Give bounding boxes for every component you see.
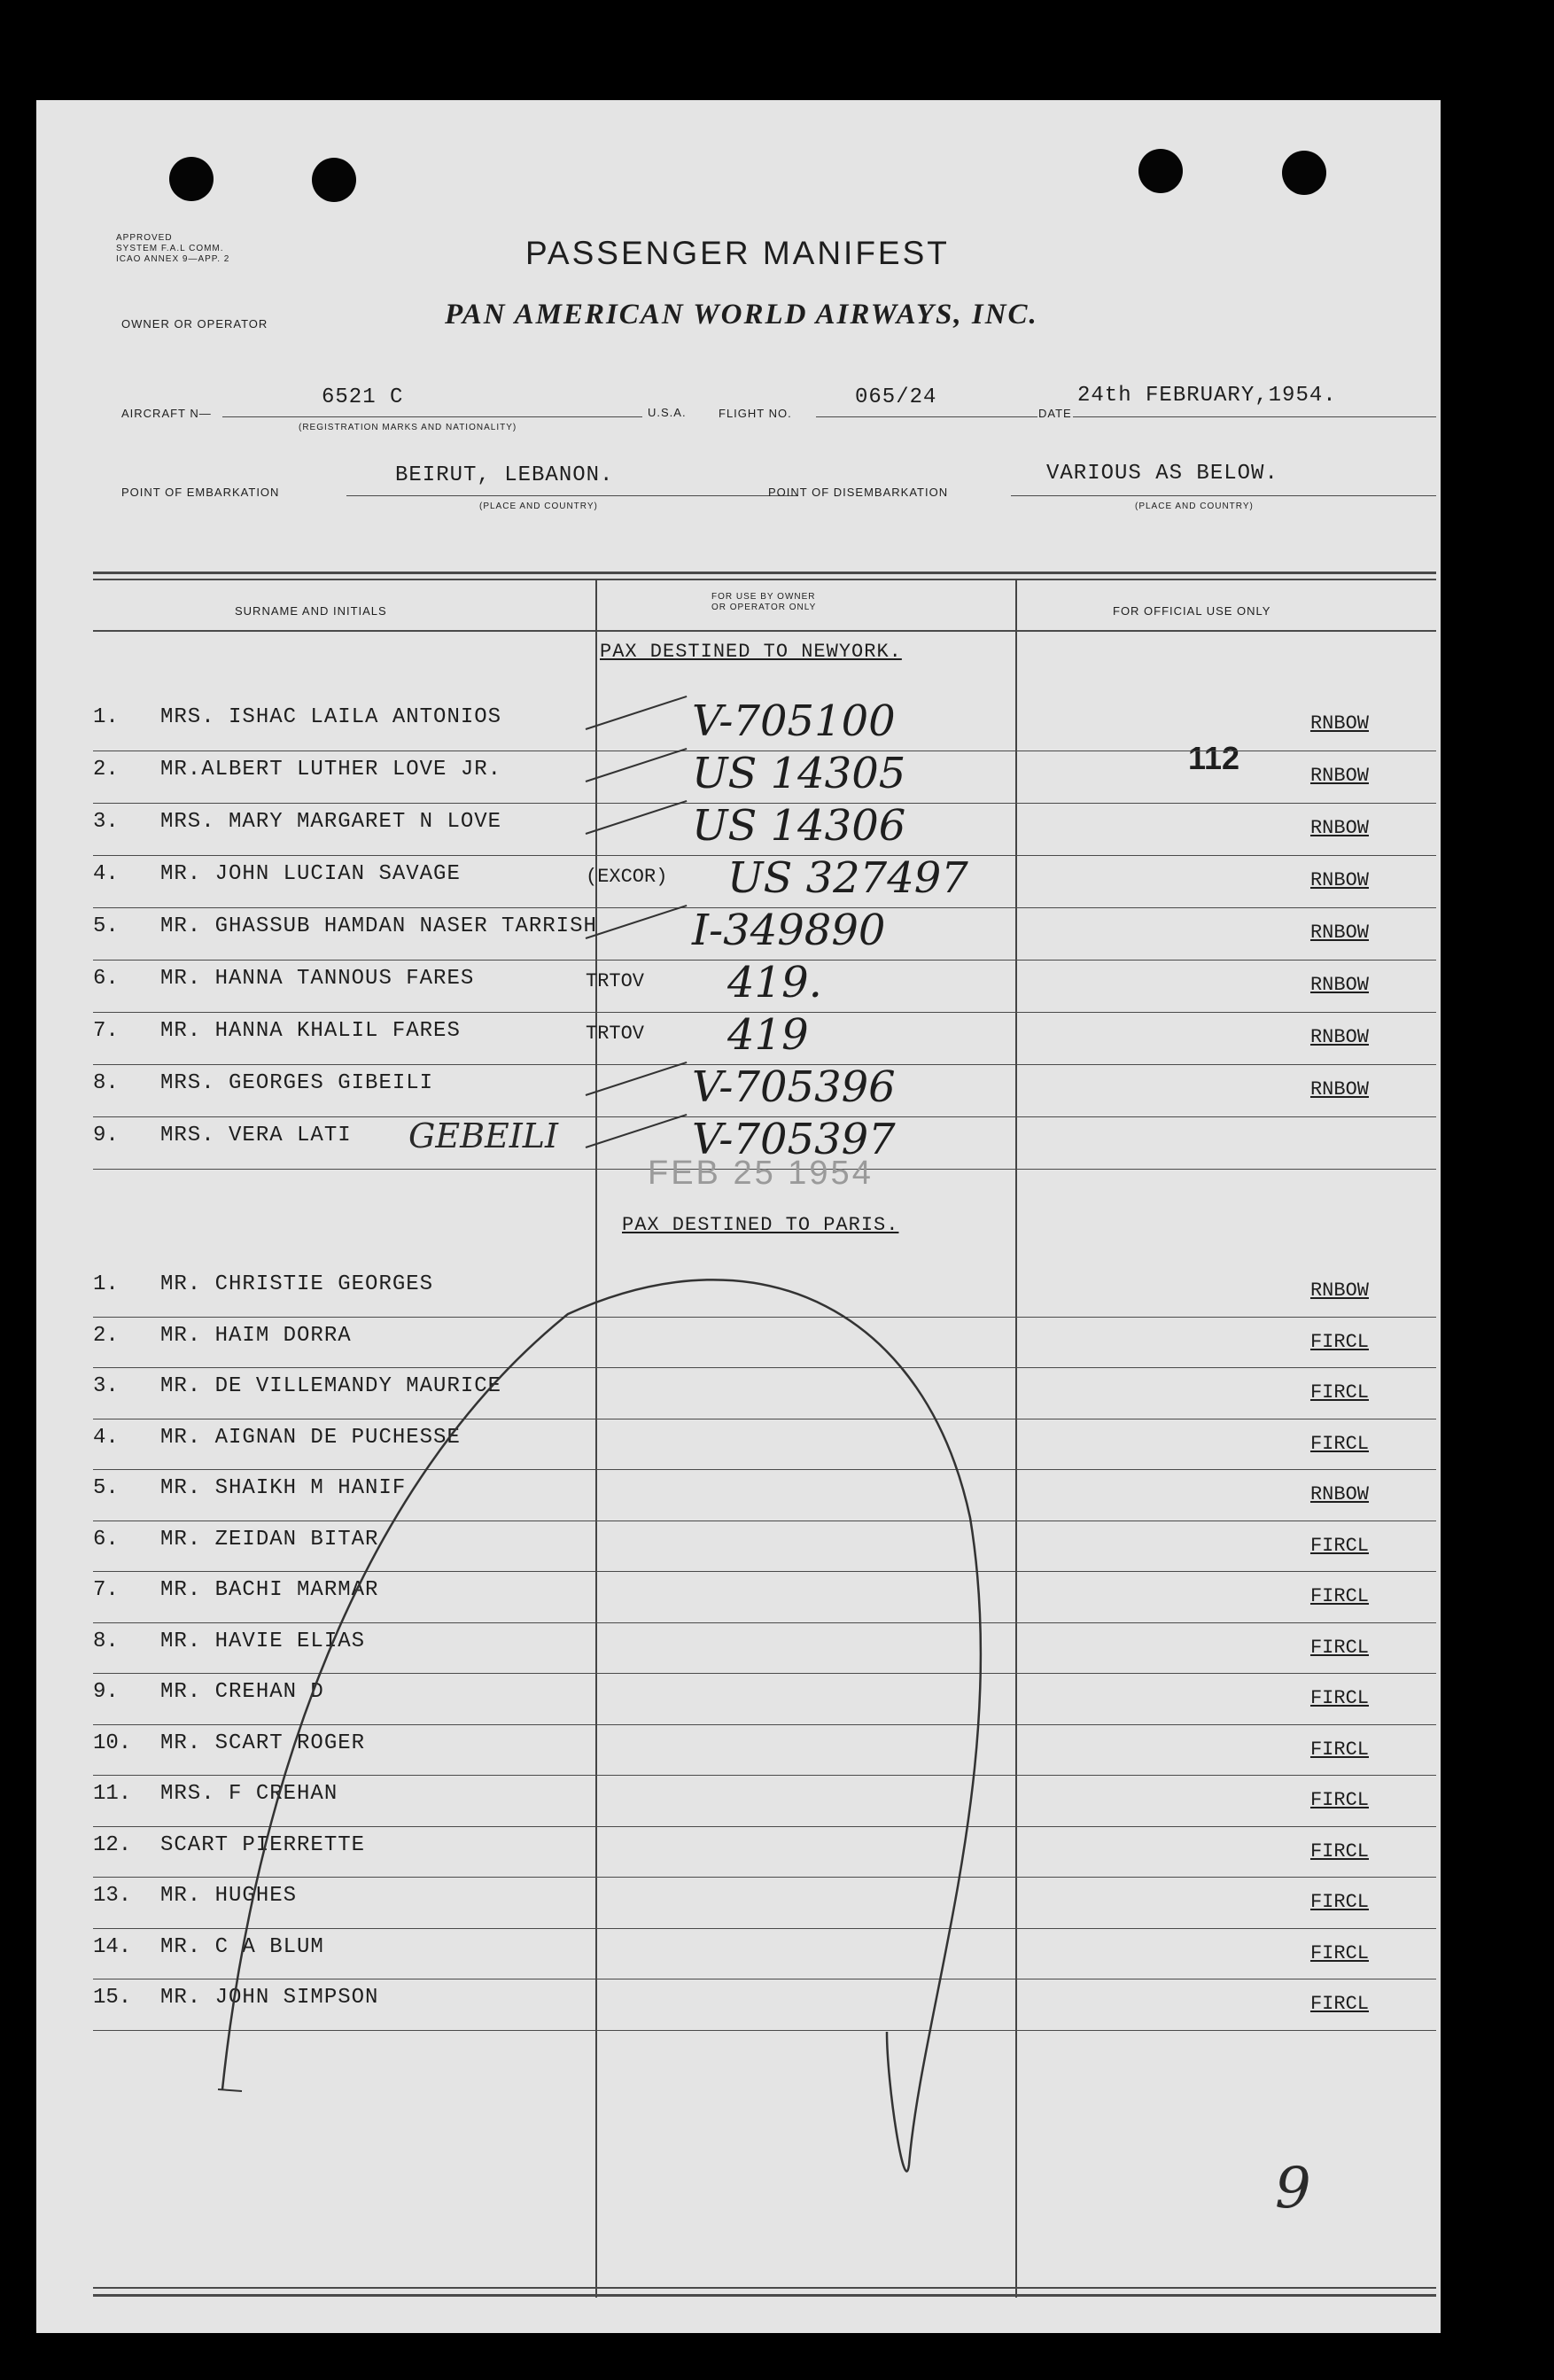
passenger-name: MR. ZEIDAN BITAR (160, 1527, 379, 1552)
passenger-name: SCART PIERRETTE (160, 1832, 366, 1857)
handwritten-surname: GEBEILI (408, 1116, 559, 1155)
routing-code: FIRCL (1309, 1585, 1369, 1607)
disembarkation-caption: (PLACE AND COUNTRY) (1135, 502, 1254, 511)
official-note: 112 (1188, 740, 1240, 776)
routing-code: FIRCL (1309, 1381, 1369, 1404)
column-header-operator-1: FOR USE BY OWNER (711, 592, 816, 602)
passport-number: 419 (727, 1010, 809, 1060)
passenger-name: MR. C A BLUM (160, 1934, 324, 1959)
routing-code: RNBOW (1309, 1483, 1369, 1505)
row-number: 2. (93, 758, 119, 782)
row-number: 14. (93, 1934, 132, 1959)
row-number: 11. (93, 1782, 132, 1806)
passenger-name: MR. HANNA TANNOUS FARES (160, 967, 475, 991)
passenger-name: MR. CHRISTIE GEORGES (160, 1272, 434, 1296)
aircraft-label: AIRCRAFT N— (121, 407, 212, 420)
disembarkation-value: VARIOUS AS BELOW. (1046, 462, 1278, 486)
row-number: 4. (93, 1425, 119, 1450)
operator-prefix: TRTOV (586, 1023, 645, 1045)
date-label: DATE (1038, 407, 1072, 420)
approval-line-3: ICAO ANNEX 9—APP. 2 (116, 254, 230, 264)
row-number: 8. (93, 1071, 119, 1095)
embarkation-caption: (PLACE AND COUNTRY) (479, 502, 598, 511)
passenger-name: MR. HAIM DORRA (160, 1323, 352, 1348)
passenger-name: MR. SCART ROGER (160, 1731, 366, 1755)
flight-label: FLIGHT NO. (719, 407, 792, 420)
routing-code: RNBOW (1309, 712, 1369, 735)
row-number: 6. (93, 1527, 119, 1552)
flight-value: 065/24 (855, 385, 937, 409)
row-number: 2. (93, 1323, 119, 1348)
routing-code: FIRCL (1309, 1636, 1369, 1659)
row-number: 8. (93, 1629, 119, 1653)
approval-line-1: APPROVED (116, 233, 173, 243)
embarkation-value: BEIRUT, LEBANON. (395, 463, 614, 487)
passenger-name: MRS. F CREHAN (160, 1782, 338, 1806)
passenger-name: MR. JOHN SIMPSON (160, 1986, 379, 2010)
passport-number: V-705397 (692, 1115, 896, 1164)
routing-code: FIRCL (1309, 1941, 1369, 1964)
date-value: 24th FEBRUARY,1954. (1077, 384, 1337, 408)
section-heading-newyork: PAX DESTINED TO NEWYORK. (600, 641, 902, 663)
airline-name: PAN AMERICAN WORLD AIRWAYS, INC. (445, 299, 1038, 331)
column-header-operator-2: OR OPERATOR ONLY (711, 603, 817, 612)
registration-caption: (REGISTRATION MARKS AND NATIONALITY) (299, 423, 517, 432)
routing-code: FIRCL (1309, 1534, 1369, 1557)
passenger-name: MR. SHAIKH M HANIF (160, 1476, 407, 1500)
row-number: 4. (93, 862, 119, 886)
row-number: 1. (93, 1272, 119, 1296)
aircraft-value: 6521 C (322, 385, 404, 409)
row-number: 3. (93, 810, 119, 834)
passenger-name: MR. JOHN LUCIAN SAVAGE (160, 862, 461, 886)
passport-number: V-705396 (692, 1062, 896, 1112)
routing-code: RNBOW (1309, 765, 1369, 787)
passenger-name: MRS. ISHAC LAILA ANTONIOS (160, 705, 502, 729)
routing-code: FIRCL (1309, 1432, 1369, 1455)
page-number-mark: 9 (1275, 2156, 1311, 2221)
passenger-name: MR. HAVIE ELIAS (160, 1629, 366, 1653)
routing-code: RNBOW (1309, 869, 1369, 891)
row-number: 7. (93, 1578, 119, 1602)
passport-number: I-349890 (692, 906, 886, 955)
manifest-sheet (36, 100, 1441, 2333)
row-number: 1. (93, 705, 119, 729)
routing-code: RNBOW (1309, 1279, 1369, 1302)
row-number: 13. (93, 1884, 132, 1908)
approval-line-2: SYSTEM F.A.L COMM. (116, 244, 224, 253)
row-number: 3. (93, 1374, 119, 1398)
routing-code: FIRCL (1309, 1789, 1369, 1811)
routing-code: RNBOW (1309, 922, 1369, 944)
passenger-name: MR. HUGHES (160, 1884, 298, 1908)
routing-code: FIRCL (1309, 1839, 1369, 1863)
nationality: U.S.A. (648, 406, 687, 419)
embarkation-label: POINT OF EMBARKATION (121, 486, 280, 499)
passport-number: US 327497 (727, 853, 968, 903)
routing-code: FIRCL (1309, 1993, 1369, 2015)
passenger-name: MR. DE VILLEMANDY MAURICE (160, 1374, 502, 1398)
passenger-name: MR. HANNA KHALIL FARES (160, 1019, 461, 1043)
passenger-name: MRS. MARY MARGARET N LOVE (160, 810, 502, 834)
row-number: 9. (93, 1680, 119, 1704)
row-number: 7. (93, 1019, 119, 1043)
disembarkation-label: POINT OF DISEMBARKATION (768, 486, 949, 499)
passenger-name: MR. AIGNAN DE PUCHESSE (160, 1425, 461, 1450)
page-title: PASSENGER MANIFEST (525, 235, 950, 271)
passport-number: US 14306 (692, 801, 906, 851)
section-heading-paris: PAX DESTINED TO PARIS. (622, 1214, 899, 1236)
routing-code: FIRCL (1309, 1687, 1369, 1709)
routing-code: FIRCL (1309, 1738, 1369, 1761)
passport-number: 419. (727, 958, 822, 1007)
passenger-name: MR.ALBERT LUTHER LOVE JR. (160, 758, 502, 782)
handwritten-loop (36, 100, 1441, 2333)
row-number: 5. (93, 1476, 119, 1500)
row-number: 6. (93, 967, 119, 991)
passenger-name: MR. GHASSUB HAMDAN NASER TARRISH (160, 914, 597, 938)
routing-code: RNBOW (1309, 1026, 1369, 1048)
row-number: 12. (93, 1832, 132, 1857)
operator-prefix: TRTOV (586, 970, 645, 992)
routing-code: RNBOW (1309, 974, 1369, 996)
passport-number: US 14305 (692, 749, 906, 798)
date-stamp: FEB 25 1954 (648, 1155, 874, 1192)
passport-number: V-705100 (692, 696, 896, 746)
routing-code: FIRCL (1309, 1330, 1369, 1353)
operator-prefix: (EXCOR) (586, 866, 668, 888)
column-header-surname: SURNAME AND INITIALS (235, 604, 387, 618)
passenger-name: MRS. GEORGES GIBEILI (160, 1071, 434, 1095)
passenger-name: MRS. VERA LATI (160, 1124, 352, 1147)
owner-label: OWNER OR OPERATOR (121, 317, 268, 331)
row-number: 5. (93, 914, 119, 938)
column-header-official: FOR OFFICIAL USE ONLY (1113, 604, 1271, 618)
row-number: 10. (93, 1731, 132, 1755)
passenger-name: MR. BACHI MARMAR (160, 1578, 379, 1602)
routing-code: RNBOW (1309, 1078, 1369, 1101)
passenger-name: MR. CREHAN D (160, 1680, 324, 1704)
row-number: 15. (93, 1986, 132, 2010)
routing-code: FIRCL (1309, 1891, 1369, 1913)
routing-code: RNBOW (1309, 817, 1369, 839)
row-number: 9. (93, 1124, 119, 1147)
